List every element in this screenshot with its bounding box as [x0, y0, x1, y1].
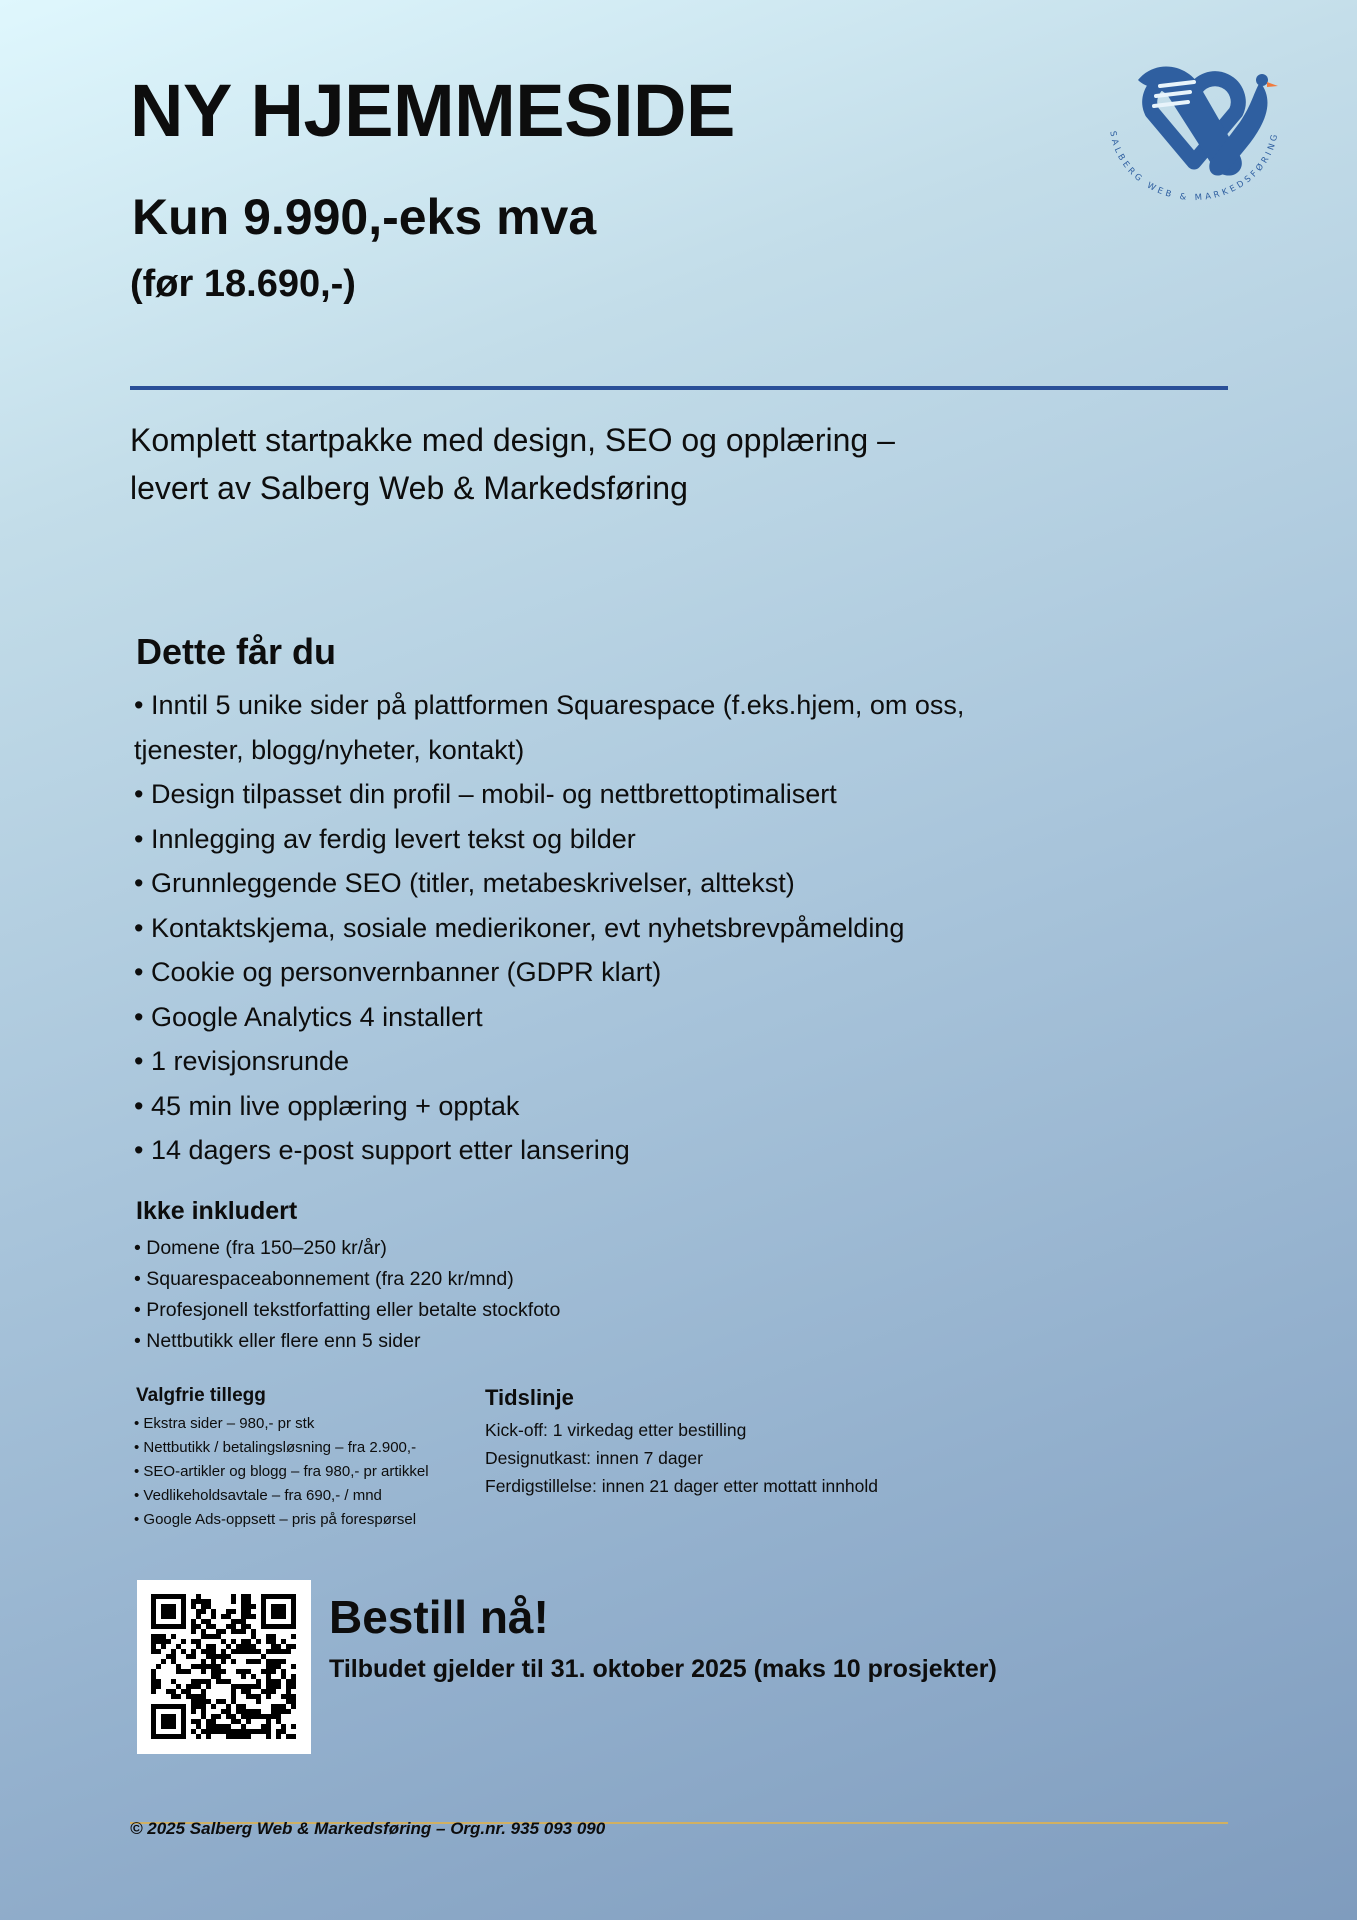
timeline-item: Ferdigstillelse: innen 21 dager etter mottatt innhold [485, 1476, 879, 1496]
excluded-item: • Squarespaceabonnement (fra 220 kr/mnd) [134, 1268, 514, 1290]
offer-price: Kun 9.990,-eks mva [132, 189, 597, 245]
footer-copyright: © 2025 Salberg Web & Markedsføring – Org.nr. 935 093 090 [130, 1819, 606, 1838]
order-subtitle: Tilbudet gjelder til 31. oktober 2025 (maks 10 prosjekter) [329, 1655, 997, 1683]
timeline-item: Kick-off: 1 virkedag etter bestilling [485, 1420, 747, 1440]
addon-item: • Google Ads-oppsett – pris på forespørsel [134, 1511, 417, 1528]
included-item: • Google Analytics 4 installert [134, 1001, 483, 1032]
timeline-list [485, 1416, 878, 1500]
addons-heading: Valgfrie tillegg [136, 1385, 266, 1406]
page-title: NY HJEMMESIDE [130, 69, 735, 152]
addon-item: • SEO-artikler og blogg – fra 980,- pr artikkel [134, 1463, 429, 1480]
timeline-heading: Tidslinje [485, 1385, 574, 1410]
header-divider [130, 386, 1228, 390]
included-item: • Design tilpasset din profil – mobil- og nettbrettoptimalisert [134, 779, 837, 809]
excluded-item: • Nettbutikk eller flere enn 5 sider [134, 1330, 421, 1352]
original-price: (før 18.690,-) [130, 263, 356, 305]
company-logo [1090, 52, 1298, 208]
included-item: • Innlegging av ferdig levert tekst og bilder [134, 823, 636, 854]
included-item: • Inntil 5 unike sider på plattformen Squarespace (f.eks.hjem, om oss, tjenester, blogg/nyheter, kontakt) [134, 690, 965, 765]
qr-code-icon[interactable] [137, 1580, 311, 1754]
included-list [134, 683, 1234, 1173]
intro-line-1: Komplett startpakke med design, SEO og opplæring – [130, 422, 895, 458]
order-title: Bestill nå! [329, 1591, 549, 1643]
excluded-list [134, 1233, 560, 1357]
included-item: • 45 min live opplæring + opptak [134, 1090, 520, 1121]
included-item: • Kontaktskjema, sosiale medierikoner, evt nyhetsbrevpåmelding [134, 912, 905, 943]
addon-item: • Ekstra sider – 980,- pr stk [134, 1415, 315, 1432]
intro-text [130, 416, 1230, 512]
addon-item: • Nettbutikk / betalingsløsning – fra 2.900,- [134, 1439, 417, 1456]
included-item: • Cookie og personvernbanner (GDPR klart) [134, 957, 662, 987]
excluded-item: • Domene (fra 150–250 kr/år) [134, 1237, 387, 1259]
excluded-item: • Profesjonell tekstforfatting eller betalte stockfoto [134, 1299, 561, 1321]
timeline-item: Designutkast: innen 7 dager [485, 1448, 703, 1468]
intro-line-2: levert av Salberg Web & Markedsføring [130, 470, 688, 506]
included-item: • 14 dagers e-post support etter lansering [134, 1135, 630, 1165]
included-heading: Dette får du [136, 631, 337, 672]
addons-list [134, 1412, 429, 1532]
logo-ring-text: SALBERG WEB & MARKEDSFØRING [1107, 130, 1281, 204]
included-item: • 1 revisjonsrunde [134, 1046, 350, 1076]
addon-item: • Vedlikeholdsavtale – fra 690,- / mnd [134, 1487, 382, 1504]
included-item: • Grunnleggende SEO (titler, metabeskrivelser, alttekst) [134, 868, 795, 898]
excluded-heading: Ikke inkludert [136, 1197, 298, 1225]
